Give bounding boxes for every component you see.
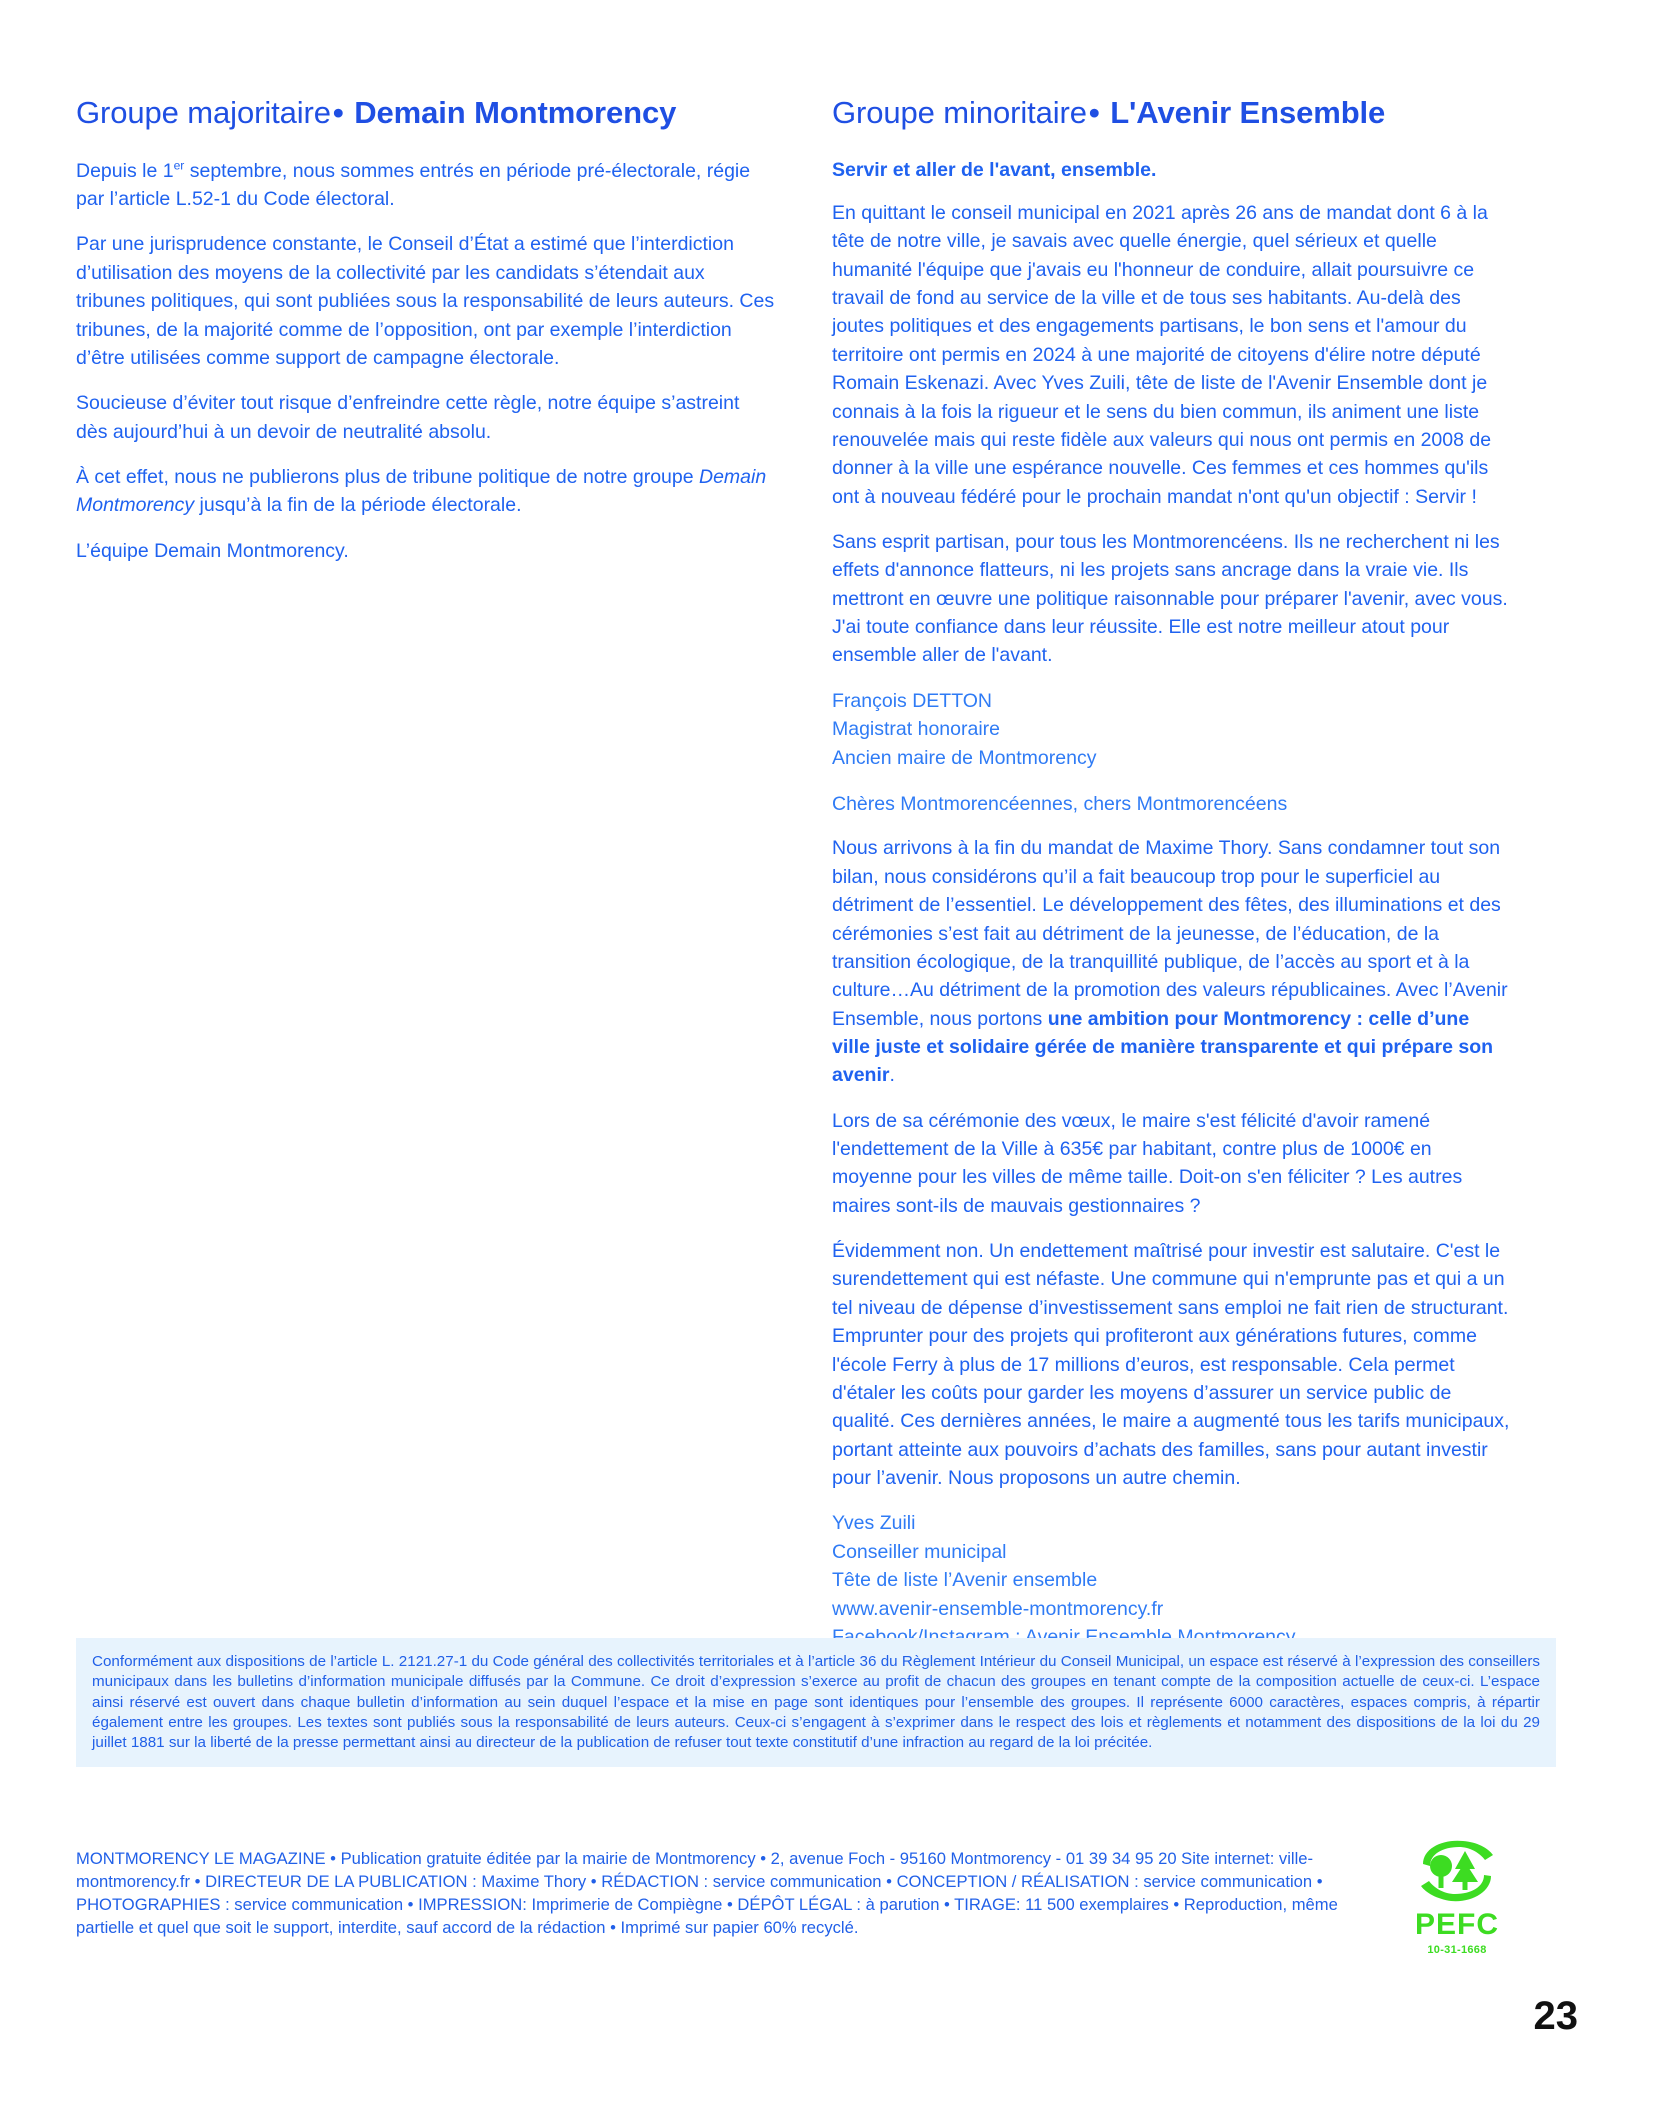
left-group-heading-light: Groupe majoritaire (76, 95, 331, 130)
left-paragraph-3: Soucieuse d’éviter tout risque d’enfreindre cette règle, notre équipe s’astreint dès aujourd’hui à un devoir de neutralité absolu. (76, 392, 740, 443)
pefc-logo (1382, 1836, 1532, 1956)
left-paragraph-2: Par une jurisprudence constante, le Conseil d’État a estimé que l’interdiction d’utilisation des moyens de la collectivité par les candidats s’étendait aux tribunes politiques, qui sont publiées sous la responsabilité de leurs auteurs. Ces tribunes, de la majorité comme de l’opposition, ont par exemple l’interdiction d’être utilisées comme support de campagne électorale. (76, 233, 775, 369)
page-number: 23 (1533, 1994, 1578, 2038)
colophon-text: MONTMORENCY LE MAGAZINE • Publication gratuite éditée par la mairie de Montmorency • 2, avenue Foch - 95160 Montmorency - 01 39 34 95 20 Site internet: ville-montmorency.fr • DIRECTEUR DE LA PUBLICATION : Maxime Thory • RÉDACTION : service communication • CONCEPTION / RÉALISATION : service communication • PHOTOGRAPHIES : service communication • IMPRESSION: Imprimerie de Compiègne • DÉPÔT LÉGAL : à parution • TIRAGE: 11 500 exemplaires • Reproduction, même partielle et quel que soit le support, interdite, sauf accord de la rédaction • Imprimé sur papier 60% recyclé. (76, 1849, 1338, 1937)
tribune-zuili-paragraph-2: Lors de sa cérémonie des vœux, le maire s'est félicité d'avoir ramené l'endettement de la Ville à 635€ par habitant, contre plus de 1000€ en moyenne pour les villes de même taille. Doit-on s'en féliciter ? Les autres maires sont-ils de mauvais gestionnaires ? (832, 1109, 1463, 1217)
right-group-heading-bold: L'Avenir Ensemble (1110, 95, 1386, 130)
pefc-certificate-code: 10-31-1668 (1427, 1944, 1487, 1956)
left-paragraph-1-prefix: Depuis le 1 (76, 159, 174, 182)
tribune-detton-subhead: Servir et aller de l'avant, ensemble. (832, 158, 1157, 181)
left-paragraph-1-suffix: septembre, nous sommes entrés en période pré-électorale, régie par l’article L.52-1 du Code électoral. (76, 159, 751, 211)
signature-name: Yves Zuili (832, 1512, 916, 1535)
tribune-zuili-paragraph-1 (832, 834, 1512, 1089)
left-paragraph-4-suffix: jusqu’à la fin de la période électorale. (194, 494, 522, 517)
pefc-wordmark: PEFC (1414, 1908, 1499, 1941)
left-paragraph-4 (76, 463, 776, 520)
tribune-detton (832, 157, 1512, 772)
right-column-minority-group (832, 96, 1512, 1670)
left-column-majority-group (76, 96, 776, 1670)
signature-title: Magistrat honoraire (832, 718, 1000, 741)
left-group-heading-separator: • (332, 95, 344, 130)
tribune-zuili-paragraph-1-part2: . (889, 1064, 895, 1087)
legal-notice-text: Conformément aux dispositions de l’article L. 2121.27-1 du Code général des collectivités territoriales et à l’article 36 du Règlement Intérieur du Conseil Municipal, un espace est réservé à l’expression des conseillers municipaux dans les bulletins d’information municipale diffusés par la Commune. Ce droit d’expression s’exerce au profit de chacun des groupes en tenant compte de la composition actuelle de ceux-ci. L’espace ainsi réservé est ouvert dans chaque bulletin d’information au sein duquel l’espace et la mise en page sont identiques pour l’ensemble des groupes. Il représente 6000 caractères, espaces compris, à répartir également entre les groupes. Les textes sont publiés sous la responsabilité de leurs auteurs. Ceux-ci s’engagent à s’exprimer dans le respect des lois et règlements et notamment des dispositions de la loi du 29 juillet 1881 sur la liberté de la presse permettant ainsi au directeur de la publication de refuser tout texte constitutif d’une infraction au regard de la loi précitée. (92, 1653, 1540, 1752)
tribune-zuili (832, 790, 1512, 1652)
right-group-heading-light: Groupe minoritaire (832, 95, 1087, 130)
right-group-heading (832, 96, 1512, 131)
tribune-detton-paragraph-1: En quittant le conseil municipal en 2021 après 26 ans de mandat dont 6 à la tête de notre ville, je savais avec quelle énergie, quel sérieux et quelle humanité l'équipe que j'avais eu l'honneur de conduire, allait poursuivre ce travail de fond au service de la ville et de tous ses habitants. Au-delà des joutes politiques et des engagements partisans, le bon sens et l'amour du territoire ont permis en 2024 à une majorité de citoyens d'élire notre député Romain Eskenazi. Avec Yves Zuili, tête de liste de l'Avenir Ensemble dont je connais à la fois la rigueur et le sens du bien commun, ils animent une liste renouvelée mais qui reste fidèle aux valeurs qui nous ont permis en 2008 de donner à la ville une espérance nouvelle. Ces femmes et ces hommes qu'ils ont à nouveau fédéré pour le prochain mandat n'ont qu'un objectif : Servir ! (832, 202, 1492, 508)
left-group-heading-bold: Demain Montmorency (354, 95, 677, 130)
left-paragraph-1 (76, 157, 776, 214)
tribune-detton-paragraph-2: Sans esprit partisan, pour tous les Montmorencéens. Ils ne recherchent ni les effets d'annonce flatteurs, ni les projets sans ancrage dans la vraie vie. Ils mettront en œuvre une politique raisonnable pour préparer l'avenir, avec vous. J'ai toute confiance dans leur réussite. Elle est notre meilleur atout pour ensemble aller de l'avant. (832, 530, 1508, 667)
right-group-heading-separator: • (1088, 95, 1100, 130)
tribune-detton-signature (832, 687, 1512, 772)
tribune-zuili-paragraph-3: Évidemment non. Un endettement maîtrisé pour investir est salutaire. C'est le surendettement qui est néfaste. Une commune qui n'emprunte pas et qui a un tel niveau de dépense d’investissement sans emploi ne fait rien de structurant. Emprunter pour des projets qui profiteront aux générations futures, comme l'école Ferry à plus de 17 millions d’euros, est responsable. Cela permet d'étaler les coûts pour garder les moyens d’assurer un service public de qualité. Ces dernières années, le maire a augmenté tous les tarifs municipaux, portant atteinte aux pouvoirs d’achats des familles, sans pour autant investir pour l’avenir. Nous proposons un autre chemin. (832, 1240, 1510, 1489)
legal-notice-box (76, 1638, 1556, 1767)
tribune-zuili-signature (832, 1509, 1512, 1651)
colophon (76, 1848, 1366, 1940)
tribune-zuili-paragraph-1-part1: Nous arrivons à la fin du mandat de Maxime Thory. Sans condamner tout son bilan, nous considérons qu’il a fait beaucoup trop pour le superficiel au détriment de l’essentiel. Le développement des fêtes, des illuminations et des cérémonies s’est fait au détriment de la jeunesse, de l’éducation, de la transition écologique, de la tranquillité publique, de l’accès au sport et à la culture…Au détriment de la promotion des valeurs républicaines. Avec l’Avenir Ensemble, nous portons (832, 837, 1508, 1030)
signature-role: Ancien maire de Montmorency (832, 746, 1097, 769)
tribune-zuili-paragraph-1-emphasis: une ambition pour Montmorency : celle d’une ville juste et solidaire gérée de manière transparente et qui prépare son avenir (832, 1007, 1494, 1087)
signature-website[interactable]: www.avenir-ensemble-montmorency.fr (832, 1597, 1164, 1620)
left-group-heading (76, 96, 776, 131)
signature-title: Conseiller municipal (832, 1540, 1007, 1563)
tribune-zuili-salutation: Chères Montmorencéennes, chers Montmorencéens (832, 793, 1288, 816)
left-paragraph-4-group-name: Demain Montmorency (76, 465, 767, 517)
left-paragraph-1-ordinal: er (173, 158, 185, 173)
left-signoff: L’équipe Demain Montmorency. (76, 539, 349, 562)
pefc-trees-icon (1382, 1836, 1532, 1908)
signature-role: Tête de liste l’Avenir ensemble (832, 1569, 1098, 1592)
left-paragraph-4-prefix: À cet effet, nous ne publierons plus de tribune politique de notre groupe (76, 465, 699, 488)
signature-name: François DETTON (832, 689, 992, 712)
tribunes-columns (76, 96, 1576, 1670)
